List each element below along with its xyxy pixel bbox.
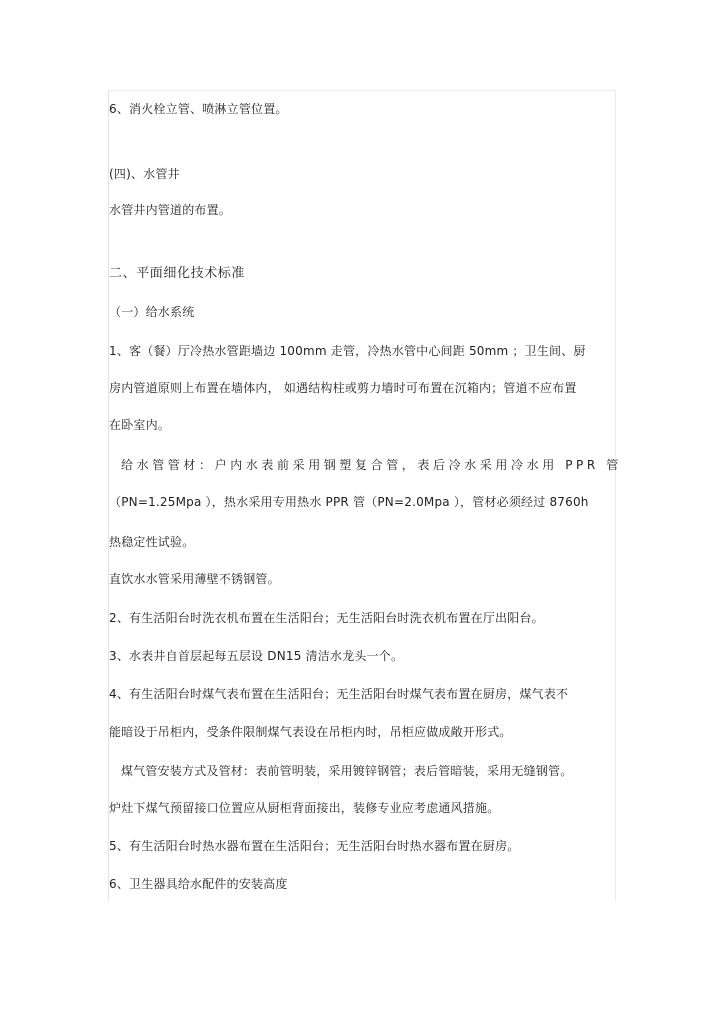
text-line: 水管井内管道的布置。 bbox=[109, 203, 232, 217]
text-line: 6、消火栓立管、喷淋立管位置。 bbox=[109, 102, 288, 116]
text-line: 房内管道原则上布置在墙体内， 如遇结构柱或剪力墙时可布置在沉箱内；管道不应布置 bbox=[109, 381, 577, 395]
text-line: 煤气管安装方式及管材：表前管明装，采用镀锌钢管；表后管暗装，采用无缝钢管。 bbox=[121, 764, 573, 778]
text-line: 在卧室内。 bbox=[109, 418, 171, 432]
text-line: 6、卫生器具给水配件的安装高度 bbox=[109, 877, 288, 891]
subsection-heading-water-supply: （一）给水系统 bbox=[109, 305, 195, 319]
text-line: 3、水表井自首层起每五层设 DN15 清洁水龙头一个。 bbox=[109, 649, 404, 663]
text-line: 2、有生活阳台时洗衣机布置在生活阳台；无生活阳台时洗衣机布置在厅出阳台。 bbox=[109, 611, 544, 625]
text-line: 4、有生活阳台时煤气表布置在生活阳台；无生活阳台时煤气表布置在厨房，煤气表不 bbox=[109, 687, 569, 701]
text-line: 热稳定性试验。 bbox=[109, 535, 195, 549]
text-line: 直饮水水管采用薄壁不锈钢管。 bbox=[109, 572, 280, 586]
text-line: 1、客（餐）厅冷热水管距墙边 100mm 走管，冷热水管中心间距 50mm ；卫生间、厨 bbox=[109, 344, 586, 358]
text-line: 炉灶下煤气预留接口位置应从厨柜背面接出，装修专业应考虑通风措施。 bbox=[109, 801, 500, 815]
text-line: 给水管管材：户内水表前采用钢塑复合管，表后冷水采用冷水用 PPR 管 bbox=[121, 458, 622, 472]
text-line: 5、有生活阳台时热水器布置在生活阳台；无生活阳台时热水器布置在厨房。 bbox=[109, 839, 520, 853]
text-line: 能暗设于吊柜内，受条件限制煤气表设在吊柜内时，吊柜应做成敞开形式。 bbox=[109, 725, 512, 739]
section-heading-plan-standards: 二、平面细化技术标准 bbox=[109, 266, 246, 281]
section-heading-water-shaft: (四)、水管井 bbox=[109, 167, 180, 181]
text-line: （PN=1.25Mpa ），热水采用专用热水 PPR 管（PN=2.0Mpa ），管材必须经过 8760h bbox=[109, 495, 589, 509]
